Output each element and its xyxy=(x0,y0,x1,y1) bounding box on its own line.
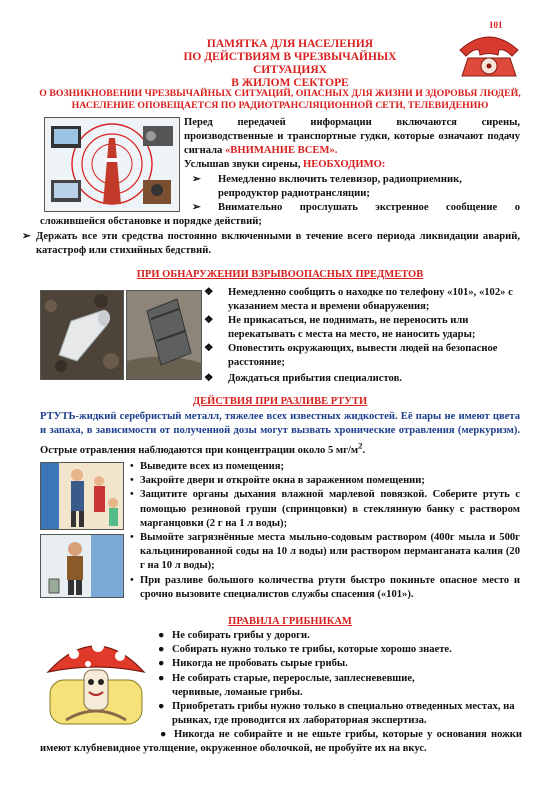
mercury-list xyxy=(130,460,520,602)
siren-text: Услышав звуки сирены, xyxy=(184,159,303,170)
mercury-item-2: • Закройте двери и откройте окна в зараженном помещении; xyxy=(130,474,520,488)
mushroom-item-6: ● Никогда не собирайте и не ешьте грибы, которые у основания ножки имеют клубневидное утолщение, окруженное оболочкой, не пробуйте их на вкус. xyxy=(40,729,522,755)
explosive-list xyxy=(204,286,524,386)
mercury-description: РТУТЬ-жидкий серебристый металл, тяжелее всех известных жидкостей. Её пары не имеют цвета и запаха, в зависимости от полученной дозы могут вызвать хронические отравления (меркуризм). xyxy=(40,411,520,437)
mushroom-item-2: ● Собирать нужно только те грибы, которые хорошо знаете. xyxy=(158,643,522,657)
alert-text: Перед передачей информации включаются сирены, производственные и транспортные гудки, которые означают подачу сигнала xyxy=(184,117,520,157)
explosive-item-1: ❖ Немедленно сообщить о находке по телефону «101», «102» с указанием места и времени обнаружения; xyxy=(204,287,513,313)
telephone-icon xyxy=(454,28,524,80)
alert-item-1: ➢ Немедленно включить телевизор, радиоприемник, репродуктор радиотрансляции; xyxy=(192,174,462,200)
mushroom-item-4: ● Не собирать старые, перерослые, заплесневевшие, червивые, ломаные грибы. xyxy=(158,672,415,698)
alert-required xyxy=(184,158,520,172)
dot-bullet-icon: ● xyxy=(158,701,165,713)
broadcast-illustration xyxy=(44,117,180,212)
alert-item-3: ➢ Держать все эти средства постоянно включенными в течение всего периода ликвидации аварий, катастроф или стихийных бедствий. xyxy=(22,231,520,257)
explosive-item-2: ❖ Не прикасаться, не поднимать, не переносить или перекатывать с места на место, не наносить удары; xyxy=(204,315,476,341)
mercury-illustration-1 xyxy=(40,462,124,530)
dot-bullet-icon: • xyxy=(130,475,134,487)
diamond-bullet-icon: ❖ xyxy=(204,343,214,354)
dot-bullet-icon: ● xyxy=(158,658,165,670)
mercury-item-4: • Вымойте загрязнённые места мыльно-содовым раствором (400г мыла и 500г кальцинированной соды на 10 л воды) или раствором перманганата калия (20 г на 10 л воды); xyxy=(130,532,520,572)
dot-bullet-icon: • xyxy=(130,574,134,586)
arrow-bullet-icon: ➢ xyxy=(192,174,201,185)
title-line-2: ПО ДЕЙСТВИЯМ В ЧРЕЗВЫЧАЙНЫХ СИТУАЦИЯХ xyxy=(183,51,397,76)
mushroom-item-3: ● Никогда не пробовать сырые грибы. xyxy=(158,657,522,671)
mercury-item-5: • При разливе большого количества ртути быстро покиньте опасное место и срочно вызовите специалистов службы спасения («101»). xyxy=(130,574,520,600)
alert-paragraph xyxy=(184,116,520,159)
mercury-intro: РТУТЬ-жидкий серебристый металл, тяжелее всех известных жидкостей. Её пары не имеют цвета и запаха, в зависимости от полученной дозы могут вызвать хронические отравления (меркуризм). Острые отравления наблюдаются при концентрации около 5 $мг/м^2$. xyxy=(40,411,520,456)
explosive-photo-2 xyxy=(126,290,202,380)
mushroom-item-5: ● Приобретать грибы нужно только в специально отведенных местах, на рынках, где проводится их лабораторная экспертиза. xyxy=(158,701,515,727)
dot-bullet-icon: • xyxy=(130,461,134,472)
dot-bullet-icon: ● xyxy=(158,630,165,641)
dot-bullet-icon: ● xyxy=(158,672,165,684)
mushroom-item-1: ● Не собирать грибы у дороги. xyxy=(158,629,522,643)
diamond-bullet-icon: ❖ xyxy=(204,373,214,384)
explosive-item-4: ❖ Дождаться прибытия специалистов. xyxy=(204,372,524,386)
dot-bullet-icon: ● xyxy=(160,729,167,740)
explosive-photo-1 xyxy=(40,290,124,380)
arrow-bullet-icon: ➢ xyxy=(22,231,31,242)
dot-bullet-icon: • xyxy=(130,532,134,544)
mushrooms-heading: ПРАВИЛА ГРИБНИКАМ xyxy=(228,616,352,627)
page-title xyxy=(150,38,430,90)
mercury-concentration: Острые отравления наблюдаются при концентрации около 5 мг/м xyxy=(40,444,359,456)
page-number: 101 xyxy=(489,20,503,30)
mushrooms-list xyxy=(158,629,522,728)
arrow-bullet-icon: ➢ xyxy=(192,202,201,213)
mercury-item-1: • Выведите всех из помещения; xyxy=(130,460,520,474)
diamond-bullet-icon: ❖ xyxy=(204,315,214,326)
mercury-heading: ДЕЙСТВИЯ ПРИ РАЗЛИВЕ РТУТИ xyxy=(192,396,368,407)
mushroom-illustration xyxy=(40,632,152,730)
dot-bullet-icon: • xyxy=(130,489,134,501)
title-line-1: ПАМЯТКА ДЛЯ НАСЕЛЕНИЯ xyxy=(206,38,374,50)
explosive-heading: ПРИ ОБНАРУЖЕНИИ ВЗРЫВООПАСНЫХ ПРЕДМЕТОВ xyxy=(136,269,424,280)
diamond-bullet-icon: ❖ xyxy=(204,287,214,298)
alert-item-2-text: Внимательно прослушать экстренное сообщение о сложившейся обстановке и порядке действий; xyxy=(40,202,520,228)
required-label: НЕОБХОДИМО: xyxy=(303,159,386,170)
intro-line-1: О ВОЗНИКНОВЕНИИ ЧРЕЗВЫЧАЙНЫХ СИТУАЦИЙ, ОПАСНЫХ ДЛЯ ЖИЗНИ И ЗДОРОВЬЯ ЛЮДЕЙ, xyxy=(39,88,521,99)
intro-notice xyxy=(20,88,540,112)
dot-bullet-icon: ● xyxy=(158,644,165,656)
mercury-illustration-2 xyxy=(40,534,124,598)
attention-signal: «ВНИМАНИЕ ВСЕМ». xyxy=(225,145,338,157)
mercury-item-3: • Защитите органы дыхания влажной марлевой повязкой. Соберите ртуть с помощью резиновой груши (спринцовки) в стеклянную банку с раствором марганцовки (2 г на 1 л воды); xyxy=(130,489,520,529)
intro-line-2: НАСЕЛЕНИЕ ОПОВЕЩАЕТСЯ ПО РАДИОТРАНСЛЯЦИОННОЙ СЕТИ, ТЕЛЕВИДЕНИЮ xyxy=(71,100,489,111)
explosive-item-3: ❖ Оповестить окружающих, вывести людей на безопасное расстояние; xyxy=(204,343,498,369)
title-line-3: В ЖИЛОМ СЕКТОРЕ xyxy=(231,77,349,89)
